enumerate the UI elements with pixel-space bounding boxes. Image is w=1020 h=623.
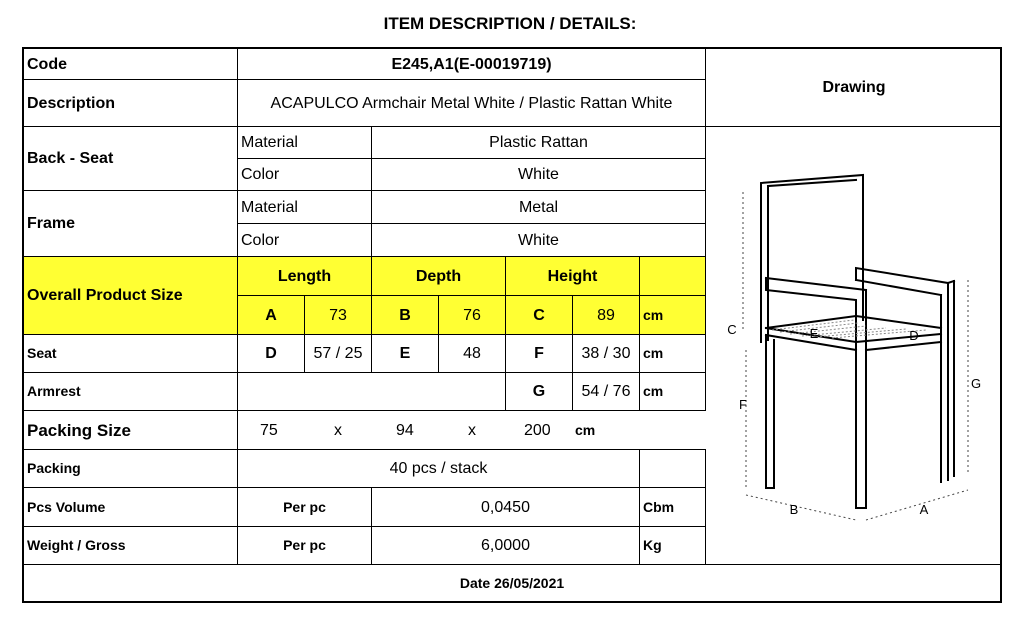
drawing-letter-b: B bbox=[789, 502, 799, 517]
armrest-label: Armrest bbox=[24, 373, 238, 411]
pcs-volume-label: Pcs Volume bbox=[24, 488, 238, 527]
pack-unit: cm bbox=[575, 421, 596, 438]
frame-label: Frame bbox=[24, 191, 238, 257]
volume-value: 0,0450 bbox=[372, 488, 640, 527]
page-title: ITEM DESCRIPTION / DETAILS: bbox=[383, 14, 637, 33]
dim-e-label: E bbox=[372, 335, 439, 373]
weight-value: 6,0000 bbox=[372, 527, 640, 565]
packing-label: Packing bbox=[24, 450, 238, 488]
back-seat-color-label: Color bbox=[238, 159, 372, 191]
dim-b-label: B bbox=[372, 296, 439, 335]
description-label: Description bbox=[24, 80, 238, 127]
dim-f-label: F bbox=[506, 335, 573, 373]
dim-c-label: C bbox=[506, 296, 573, 335]
weight-unit: Kg bbox=[640, 527, 706, 565]
back-seat-material-label: Material bbox=[238, 127, 372, 159]
frame-material-value: Metal bbox=[372, 191, 706, 224]
seat-unit: cm bbox=[640, 335, 706, 373]
drawing-letter-d: D bbox=[909, 328, 919, 343]
pack-height: 200 bbox=[524, 421, 551, 439]
back-seat-label: Back - Seat bbox=[24, 127, 238, 191]
back-seat-material-value: Plastic Rattan bbox=[372, 127, 706, 159]
armrest-blank bbox=[238, 373, 506, 411]
packing-value: 40 pcs / stack bbox=[238, 450, 640, 488]
dim-f-value: 38 / 30 bbox=[573, 335, 640, 373]
depth-header: Depth bbox=[372, 257, 506, 296]
dim-d-value: 57 / 25 bbox=[305, 335, 372, 373]
dim-a-label: A bbox=[238, 296, 305, 335]
drawing-letter-a: A bbox=[919, 502, 929, 517]
dim-b-value: 76 bbox=[439, 296, 506, 335]
pack-x-1: x bbox=[334, 421, 342, 439]
dim-g-label: G bbox=[506, 373, 573, 411]
overall-unit-blank bbox=[640, 257, 706, 296]
date-footer: Date 26/05/2021 bbox=[459, 574, 565, 591]
packing-unit-blank bbox=[640, 450, 706, 488]
overall-unit: cm bbox=[640, 296, 706, 335]
dim-d-label: D bbox=[238, 335, 305, 373]
code-label: Code bbox=[24, 49, 238, 80]
packing-size-label: Packing Size bbox=[24, 411, 238, 450]
code-value: E245,A1(E-00019719) bbox=[238, 49, 706, 80]
pack-x-2: x bbox=[468, 421, 476, 439]
frame-material-label: Material bbox=[238, 191, 372, 224]
back-seat-color-value: White bbox=[372, 159, 706, 191]
pack-length: 75 bbox=[260, 421, 278, 439]
dim-g-value: 54 / 76 bbox=[573, 373, 640, 411]
pack-width: 94 bbox=[396, 421, 414, 439]
seat-label: Seat bbox=[24, 335, 238, 373]
dim-e-value: 48 bbox=[439, 335, 506, 373]
volume-unit: Cbm bbox=[640, 488, 706, 527]
overall-size-label: Overall Product Size bbox=[24, 257, 238, 335]
dim-c-value: 89 bbox=[573, 296, 640, 335]
chair-drawing bbox=[706, 130, 986, 530]
weight-label: Weight / Gross bbox=[24, 527, 238, 565]
volume-per-pc: Per pc bbox=[238, 488, 372, 527]
description-value: ACAPULCO Armchair Metal White / Plastic Rattan White bbox=[238, 80, 706, 127]
weight-per-pc: Per pc bbox=[238, 527, 372, 565]
drawing-letter-e: E bbox=[809, 326, 819, 341]
height-header: Height bbox=[506, 257, 640, 296]
frame-color-value: White bbox=[372, 224, 706, 257]
packing-size-values bbox=[238, 411, 706, 450]
drawing-letter-g: G bbox=[970, 376, 982, 391]
drawing-label: Drawing bbox=[706, 49, 1002, 127]
armrest-unit: cm bbox=[640, 373, 706, 411]
length-header: Length bbox=[238, 257, 372, 296]
drawing-letter-f: F bbox=[739, 397, 747, 412]
frame-color-label: Color bbox=[238, 224, 372, 257]
drawing-letter-c: C bbox=[727, 322, 737, 337]
dim-a-value: 73 bbox=[305, 296, 372, 335]
